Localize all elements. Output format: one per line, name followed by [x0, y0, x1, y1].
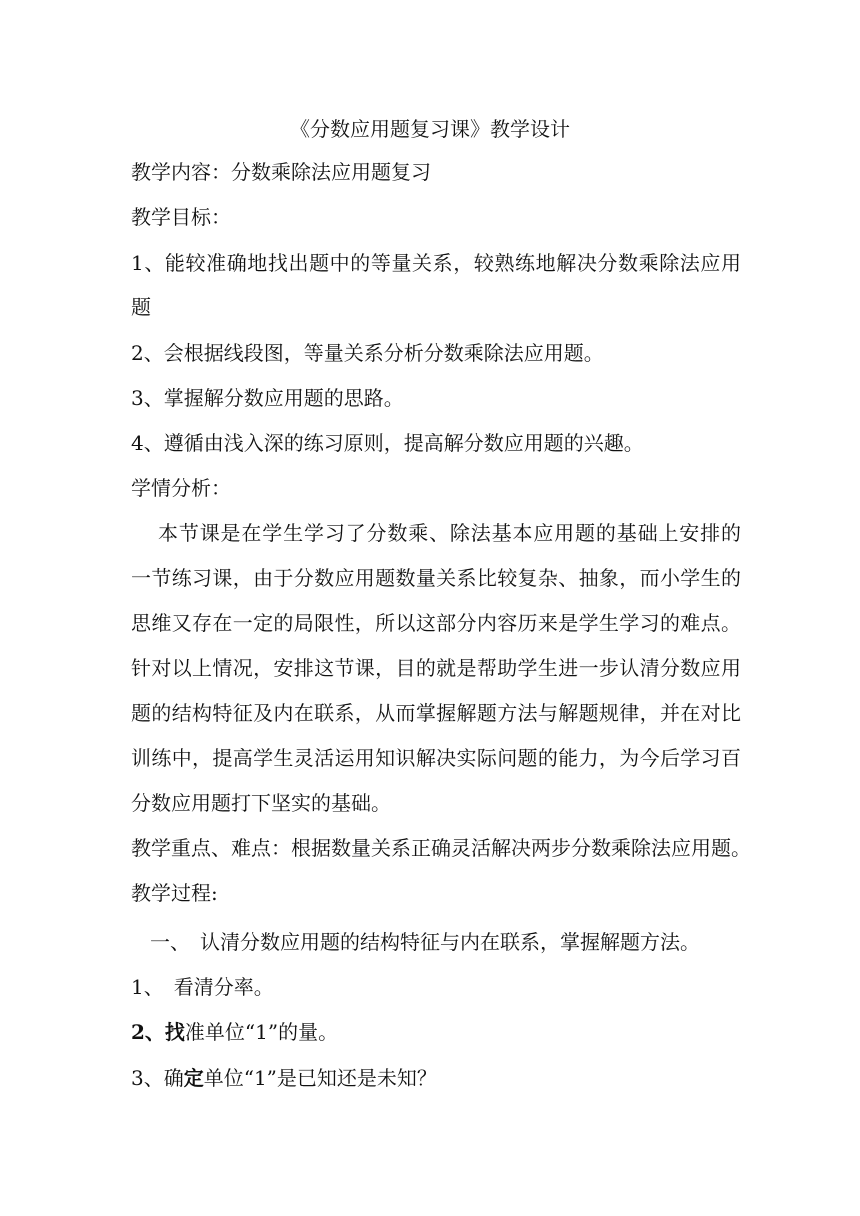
goal-1-line-1: 1、能较准确地找出题中的等量关系，较熟练地解决分数乘除法应用: [131, 251, 741, 275]
analysis-line-3: 思维又存在一定的局限性，所以这部分内容历来是学生学习的难点。: [131, 611, 741, 635]
analysis-heading: 学情分析：: [131, 476, 231, 500]
key-points: 教学重点、难点：根据数量关系正确灵活解决两步分数乘除法应用题。: [131, 836, 751, 860]
document-title: 《分数应用题复习课》教学设计: [290, 117, 570, 141]
step-3-rest: 单位“1”是已知还是未知？: [203, 1066, 437, 1090]
teaching-content: 教学内容：分数乘除法应用题复习: [131, 160, 431, 184]
analysis-line-1: 本节课是在学生学习了分数乘、除法基本应用题的基础上安排的: [158, 521, 741, 545]
step-2: [131, 1018, 741, 1046]
goal-1-line-2: 题: [131, 295, 151, 319]
goal-2: 2、会根据线段图，等量关系分析分数乘除法应用题。: [131, 341, 604, 365]
goal-3: 3、掌握解分数应用题的思路。: [131, 386, 404, 410]
step-1: 1、 看清分率。: [131, 975, 274, 999]
analysis-line-6: 训练中，提高学生灵活运用知识解决实际问题的能力，为今后学习百: [131, 746, 741, 770]
analysis-line-2: 一节练习课，由于分数应用题数量关系比较复杂、抽象，而小学生的: [131, 566, 741, 590]
analysis-line-7: 分数应用题打下坚实的基础。: [131, 791, 391, 815]
step-2-bold: 2、找: [131, 1020, 185, 1044]
analysis-line-5: 题的结构特征及内在联系，从而掌握解题方法与解题规律，并在对比: [131, 701, 741, 725]
section-1-heading: 一、 认清分数应用题的结构特征与内在联系，掌握解题方法。: [150, 930, 700, 954]
process-heading: 教学过程:: [131, 881, 218, 905]
analysis-line-4: 针对以上情况，安排这节课，目的就是帮助学生进一步认清分数应用: [131, 656, 741, 680]
step-3: [131, 1064, 741, 1092]
step-3-prefix: 3、确: [131, 1066, 184, 1090]
step-3-bold: 定: [183, 1066, 204, 1090]
goal-4: 4、遵循由浅入深的练习原则，提高解分数应用题的兴趣。: [131, 431, 644, 455]
step-2-rest: 准单位“1”的量。: [184, 1020, 339, 1044]
goals-heading: 教学目标：: [131, 205, 231, 229]
